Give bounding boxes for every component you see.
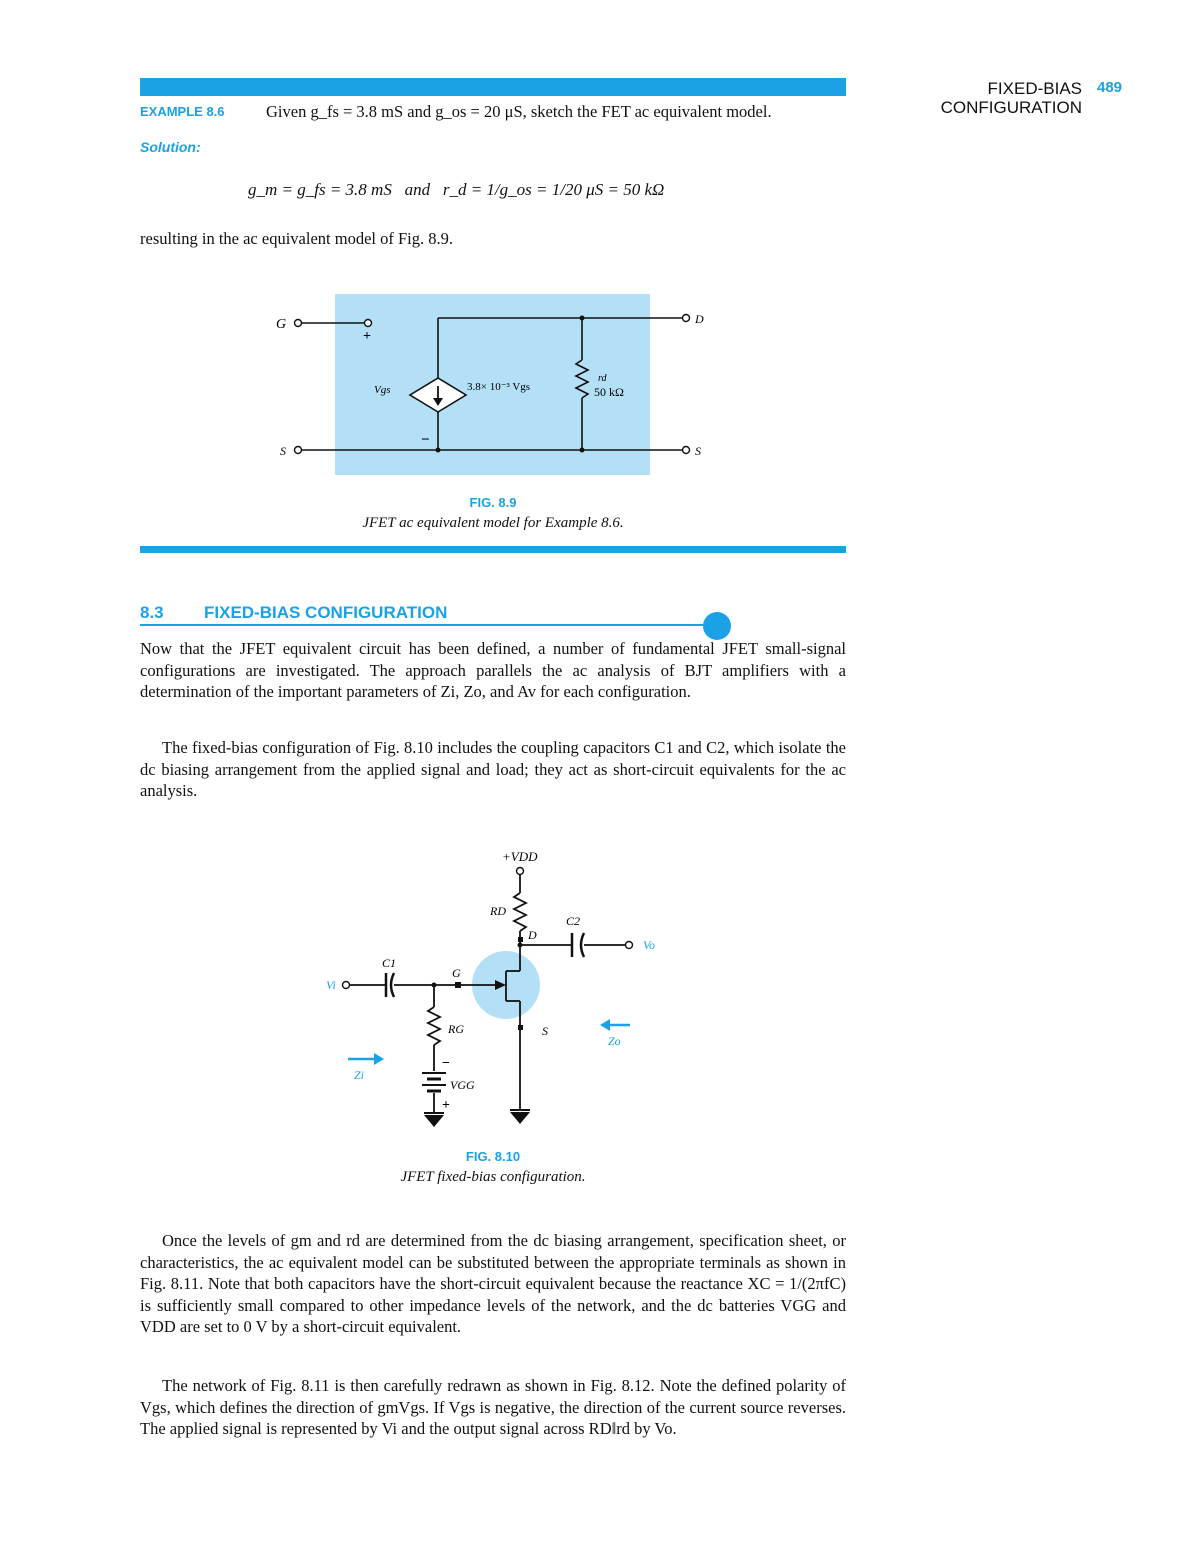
fig810-bat-plus: + — [442, 1098, 450, 1113]
fig810-bat-minus: − — [442, 1056, 450, 1071]
fig89-rd-label: rd — [598, 373, 607, 384]
paragraph-1: Now that the JFET equivalent circuit has been defined, a number of fundamental JFET small-signal configurations are investigated. The approach parallels the ac analysis of BJT amplifiers with a determination of the important parameters of Zi, Zo, and Av for each configuration. — [140, 639, 846, 701]
result-text: resulting in the ac equivalent model of Fig. 8.9. — [140, 229, 453, 248]
fig-8-9-diagram — [270, 290, 730, 480]
fig810-rg: RG — [448, 1022, 464, 1036]
fig89-g: G — [276, 317, 287, 332]
fig89-s-right: S — [695, 444, 701, 458]
fig810-g: G — [452, 966, 461, 980]
example-statement: Given g_fs = 3.8 mS and g_os = 20 μS, sketch the FET ac equivalent model. — [266, 102, 772, 121]
fig-8-10-label: FIG. 8.10 — [465, 1149, 521, 1164]
fig89-d: D — [695, 312, 704, 326]
fig810-c2: C2 — [566, 914, 581, 928]
fig810-zi: Zi — [354, 1068, 365, 1082]
paragraph-3: Once the levels of gm and rd are determined from the dc biasing arrangement, specification sheet, or characteristics, the ac equivalent model can be substituted between the appropriate terminals as shown in Fig. 8.11. Note that both capacitors have the short-circuit equivalent because the reactance XC = 1/(2πfC) is sufficiently small compared to other impedance levels of the network, and the dc batteries VGG and VDD are set to 0 V by a short-circuit equivalent. — [140, 1231, 846, 1336]
fig810-vi: Vi — [326, 978, 336, 992]
fig810-vo: Vo — [643, 938, 655, 952]
zi-arrow-icon — [348, 1053, 384, 1065]
example-bottom-bar — [140, 546, 846, 553]
fig-8-9-caption: JFET ac equivalent model for Example 8.6. — [362, 515, 624, 531]
ground-icon-right — [510, 1110, 530, 1124]
fig810-zo: Zo — [608, 1034, 621, 1048]
solution-equation: g_m = g_fs = 3.8 mS and r_d = 1/g_os = 1/20 μS = 50 kΩ — [248, 180, 665, 199]
fig89-source-value: 3.8× 10⁻³ Vgs — [467, 381, 531, 393]
fig-8-10-diagram — [310, 845, 710, 1145]
fig810-vdd: +VDD — [502, 849, 538, 864]
section-number: 8.3 — [140, 603, 164, 622]
ground-icon-left — [424, 1113, 444, 1127]
running-head-line1: FIXED-BIAS — [987, 79, 1082, 98]
solution-label: Solution: — [140, 139, 201, 155]
fig-8-9-label: FIG. 8.9 — [469, 495, 517, 510]
running-head-line2: CONFIGURATION — [940, 98, 1082, 117]
fig810-d: D — [528, 928, 537, 942]
paragraph-2: The fixed-bias configuration of Fig. 8.10 includes the coupling capacitors C1 and C2, which isolate the dc biasing arrangement from the applied signal and load; they act as short-circuit equivalents for the ac analysis. — [140, 738, 846, 800]
section-dot — [703, 612, 731, 640]
section-rule — [140, 624, 718, 626]
fig810-vgg: VGG — [450, 1078, 475, 1092]
page-number: 489 — [1097, 79, 1123, 96]
zo-arrow-icon — [600, 1019, 630, 1031]
fig89-minus: − — [421, 432, 430, 448]
example-label: EXAMPLE 8.6 — [140, 104, 225, 119]
paragraph-4: The network of Fig. 8.11 is then carefully redrawn as shown in Fig. 8.12. Note the defined polarity of Vgs, which defines the direction of gmVgs. If Vgs is negative, the direction of the current source reverses. The applied signal is represented by Vi and the output signal across RD‖rd by Vo. — [140, 1376, 846, 1438]
fig89-plus: + — [363, 329, 371, 344]
example-top-bar — [140, 78, 846, 96]
fig89-s-left: S — [280, 444, 286, 458]
fig89-vgs: Vgs — [374, 384, 391, 396]
fig810-c1: C1 — [382, 956, 397, 970]
section-title: FIXED-BIAS CONFIGURATION — [204, 603, 448, 622]
fig89-rd-value: 50 kΩ — [594, 385, 624, 399]
fig810-rd: RD — [490, 904, 506, 918]
fig810-s: S — [542, 1024, 548, 1038]
running-head — [941, 79, 1082, 117]
fig-8-10-caption: JFET fixed-bias configuration. — [400, 1169, 586, 1185]
